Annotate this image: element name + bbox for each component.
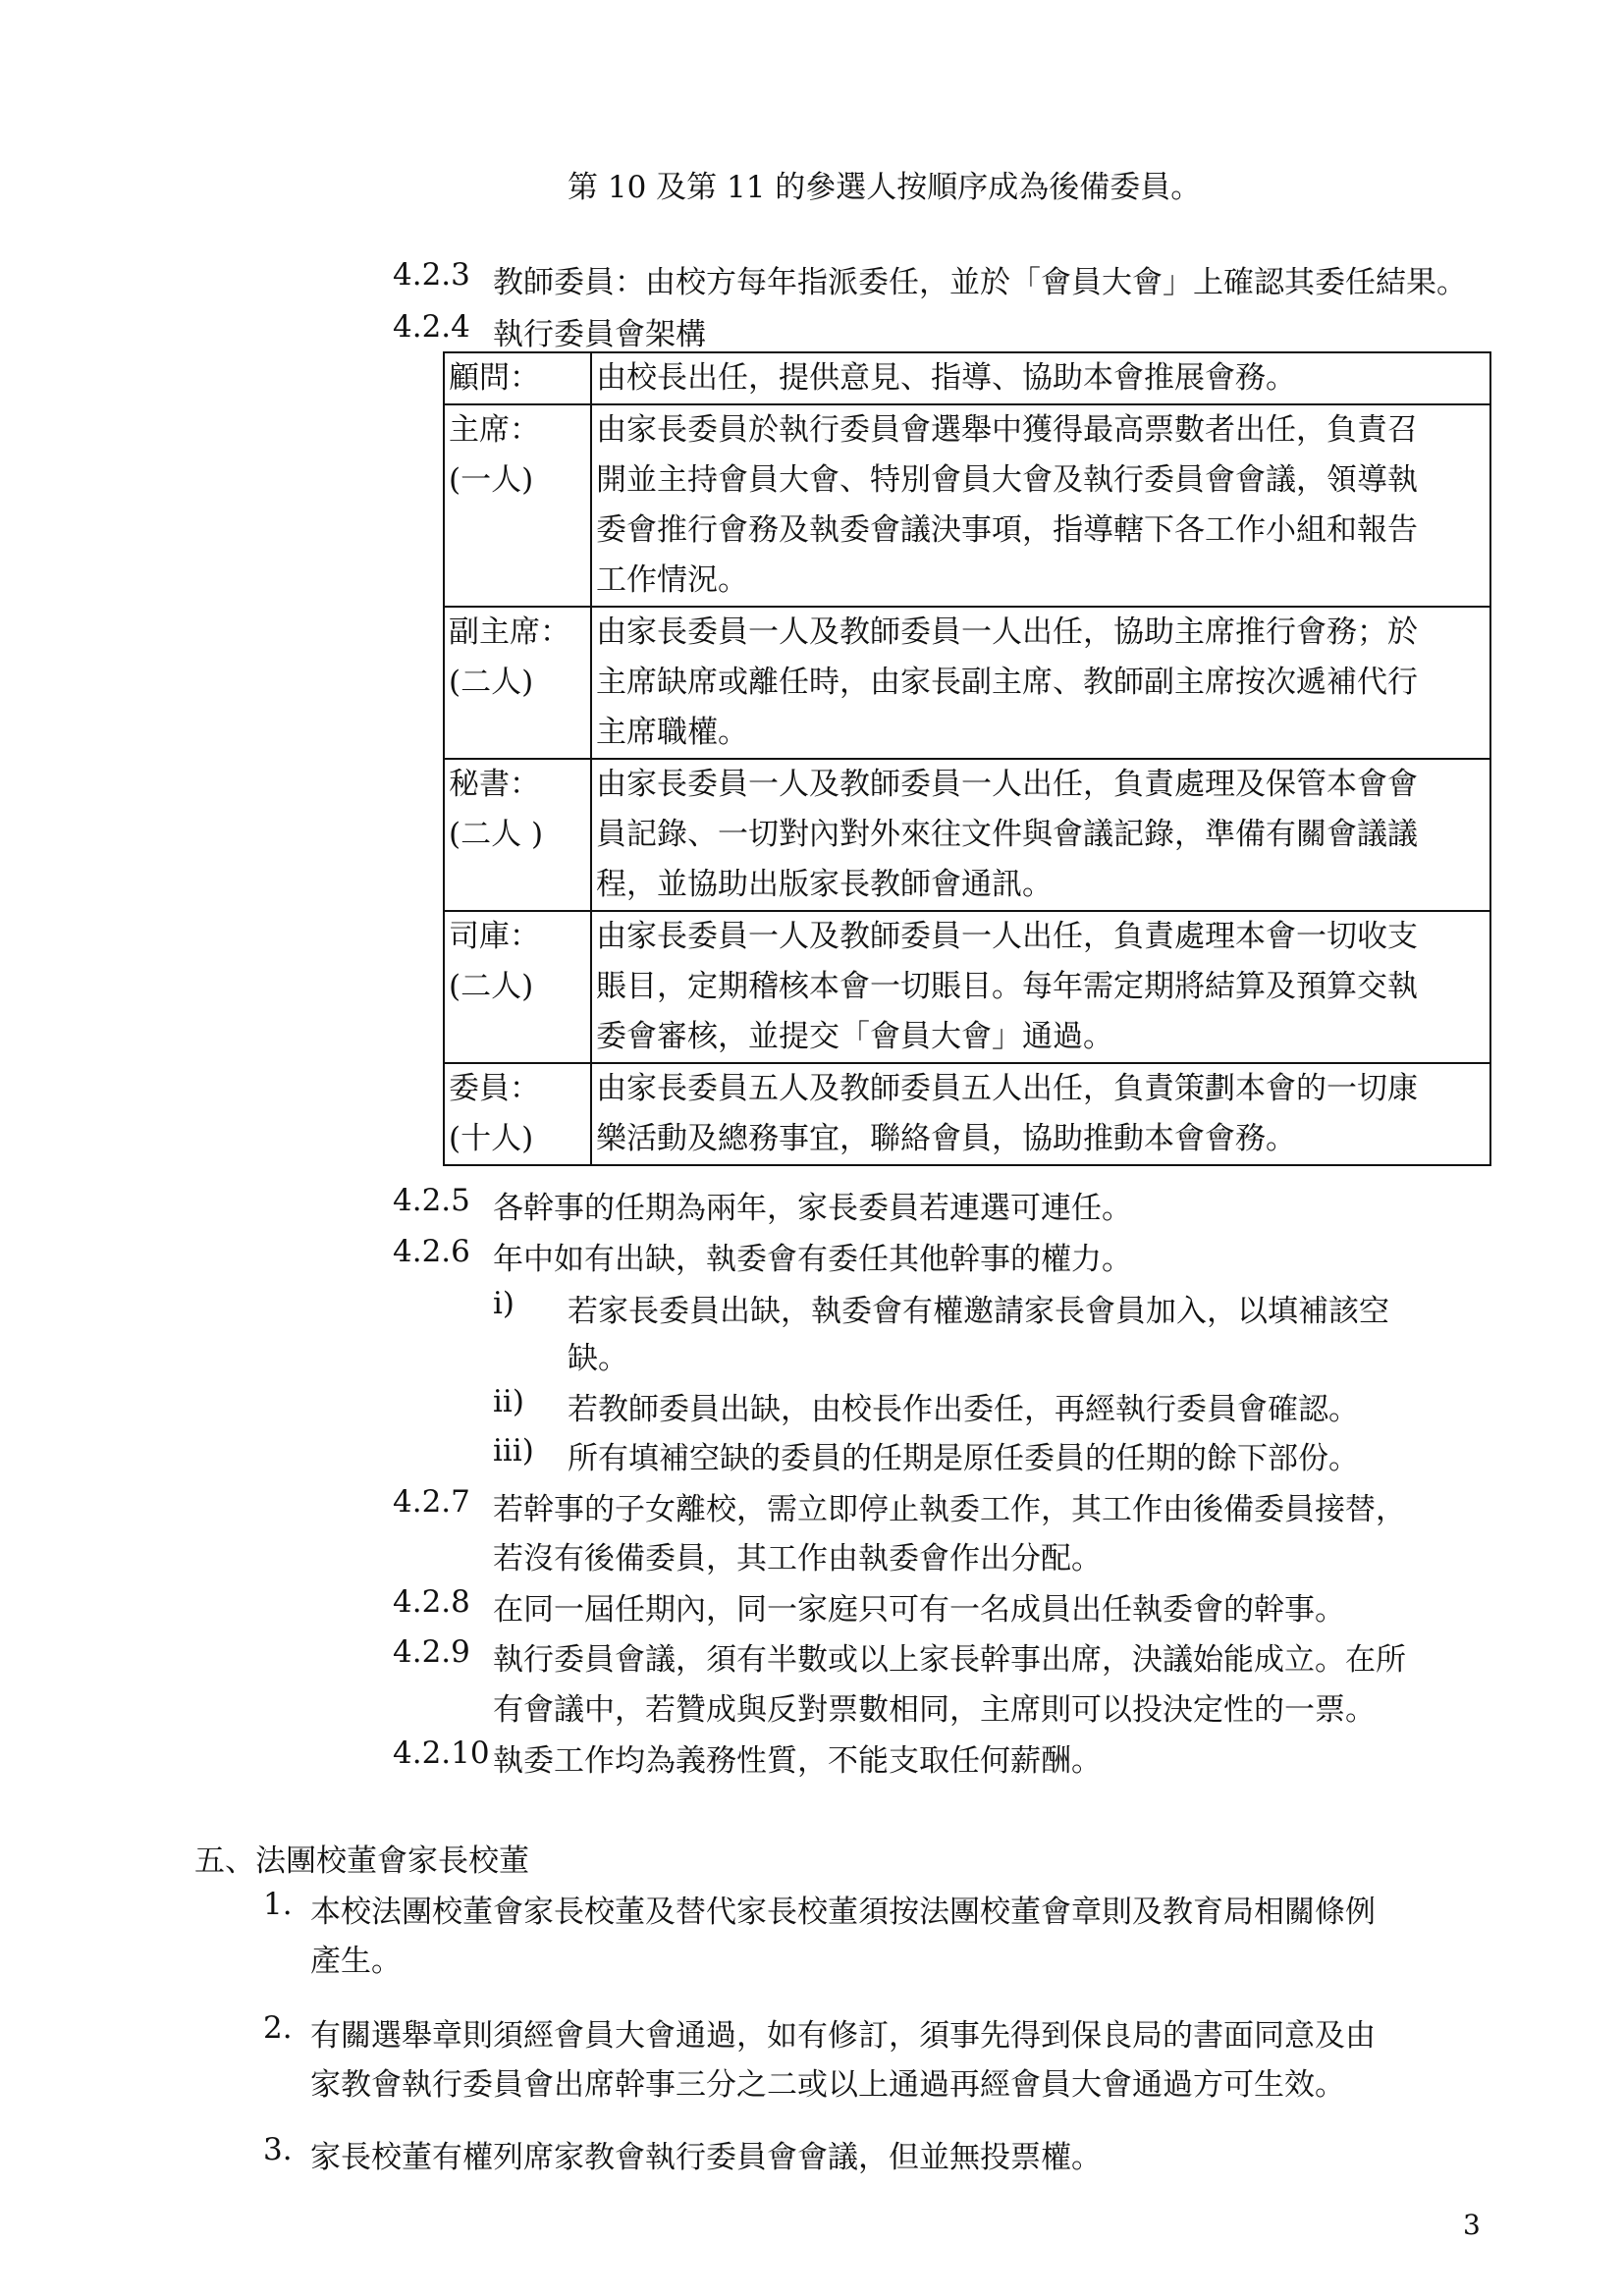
list-number: 2. — [263, 2010, 293, 2046]
list-text: 家教會執行委員會出席幹事三分之二或以上通過再經會員大會通過方可生效。 — [310, 2067, 1345, 2103]
clause-number: 4.2.6 — [393, 1234, 470, 1269]
table-row — [444, 911, 1490, 1063]
clause-text: 執行委員會議，須有半數或以上家長幹事出席，決議始能成立。在所 — [493, 1642, 1406, 1678]
clause-text: 在同一屆任期內，同一家庭只可有一名成員出任執委會的幹事。 — [493, 1592, 1345, 1628]
clause-number: 4.2.5 — [393, 1183, 470, 1218]
role-cell: 秘書： (二人 ) — [444, 759, 591, 911]
clause-text: 有會議中，若贊成與反對票數相同，主席則可以投決定性的一票。 — [493, 1692, 1376, 1728]
sub-item-text: 若家長委員出缺，執委會有權邀請家長會員加入，以填補該空 — [568, 1294, 1389, 1329]
list-text: 本校法團校董會家長校董及替代家長校董須按法團校董會章則及教育局相關條例 — [310, 1895, 1376, 1930]
role-description: 由家長委員於執行委員會選舉中獲得最高票數者出任，負責召 開並主持會員大會、特別會員大會及執行委員會會議，領導執 委會推行會務及執委會議決事項，指導轄下各工作小組和報告 工作情況。 — [591, 404, 1490, 607]
role-cell: 顧問： — [444, 352, 591, 404]
clause-text: 各幹事的任期為兩年，家長委員若連選可連任。 — [493, 1191, 1132, 1226]
table-row — [444, 404, 1490, 607]
clause-number: 4.2.7 — [393, 1484, 470, 1520]
list-text: 家長校董有權列席家教會執行委員會會議，但並無投票權。 — [310, 2140, 1102, 2175]
clause-text: 執行委員會架構 — [493, 317, 706, 352]
table-row — [444, 352, 1490, 404]
clause-number: 4.2.3 — [393, 257, 470, 293]
role-description: 由家長委員一人及教師委員一人出任，協助主席推行會務；於 主席缺席或離任時，由家長副主席、教師副主席按次遞補代行 主席職權。 — [591, 607, 1490, 759]
clause-text: 若幹事的子女離校，需立即停止執委工作，其工作由後備委員接替， — [493, 1492, 1406, 1527]
role-description: 由家長委員五人及教師委員五人出任，負責策劃本會的一切康 樂活動及總務事宜，聯絡會員，協助推動本會會務。 — [591, 1063, 1490, 1165]
role-cell: 主席： (一人) — [444, 404, 591, 607]
sub-item-number: ii) — [493, 1384, 524, 1419]
role-cell: 司庫： (二人) — [444, 911, 591, 1063]
clause-number: 4.2.4 — [393, 309, 470, 345]
clause-number: 4.2.8 — [393, 1584, 470, 1620]
role-description: 由家長委員一人及教師委員一人出任，負責處理本會一切收支 賬目，定期稽核本會一切賬目。每年需定期將結算及預算交執 委會審核，並提交「會員大會」通過。 — [591, 911, 1490, 1063]
sub-item-number: i) — [493, 1286, 515, 1321]
list-number: 3. — [263, 2132, 293, 2167]
role-cell: 副主席： (二人) — [444, 607, 591, 759]
committee-structure-table — [443, 351, 1491, 1166]
clause-text: 執委工作均為義務性質，不能支取任何薪酬。 — [493, 1743, 1102, 1779]
role-description: 由校長出任，提供意見、指導、協助本會推展會務。 — [591, 352, 1490, 404]
list-number: 1. — [263, 1887, 293, 1922]
list-text: 產生。 — [310, 1944, 402, 1979]
clause-number: 4.2.9 — [393, 1634, 470, 1670]
clause-number: 4.2.10 — [393, 1735, 490, 1771]
sub-item-text: 若教師委員出缺，由校長作出委任，再經執行委員會確認。 — [568, 1392, 1359, 1427]
role-cell: 委員： (十人) — [444, 1063, 591, 1165]
page-number: 3 — [1463, 2209, 1481, 2241]
intro-line: 第 10 及第 11 的參選人按順序成為後備委員。 — [568, 170, 1202, 205]
sub-item-text: 缺。 — [568, 1341, 628, 1376]
clause-text: 若沒有後備委員，其工作由執委會作出分配。 — [493, 1541, 1102, 1576]
table-row — [444, 759, 1490, 911]
list-text: 有關選舉章則須經會員大會通過，如有修訂，須事先得到保良局的書面同意及由 — [310, 2018, 1376, 2054]
table-row — [444, 607, 1490, 759]
table-row — [444, 1063, 1490, 1165]
sub-item-text: 所有填補空缺的委員的任期是原任委員的任期的餘下部份。 — [568, 1441, 1359, 1476]
section-heading: 五、法團校董會家長校董 — [194, 1843, 529, 1879]
clause-text: 教師委員：由校方每年指派委任，並於「會員大會」上確認其委任結果。 — [493, 265, 1467, 300]
role-description: 由家長委員一人及教師委員一人出任，負責處理及保管本會會 員記錄、一切對內對外來往文件與會議記錄，準備有關會議議 程，並協助出版家長教師會通訊。 — [591, 759, 1490, 911]
sub-item-number: iii) — [493, 1433, 534, 1468]
clause-text: 年中如有出缺，執委會有委任其他幹事的權力。 — [493, 1242, 1132, 1277]
